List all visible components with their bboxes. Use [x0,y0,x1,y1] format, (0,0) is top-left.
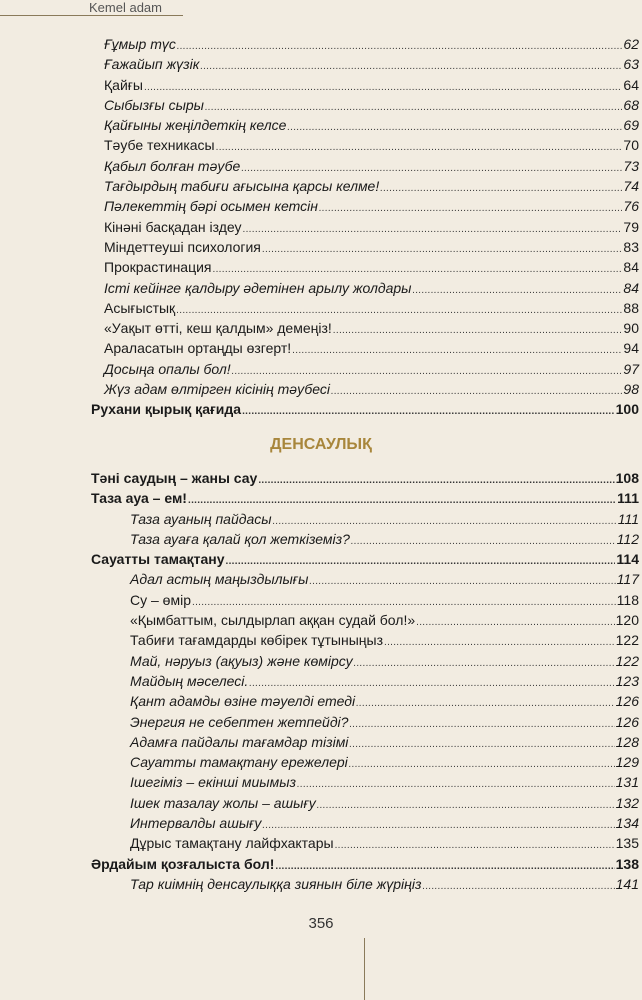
footer-rule [364,938,365,1000]
toc-leader-dots [241,163,622,174]
toc-entry [130,734,639,754]
toc-leader-dots [297,779,615,790]
toc-entry-page: 88 [623,299,639,316]
toc-entry-page: 112 [616,530,639,547]
toc-leader-dots [275,861,614,872]
toc-leader-dots [200,61,622,72]
toc-entry [130,673,639,693]
toc-entry-title: Досыңа опалы бол! [104,360,231,377]
header-rule [0,15,88,16]
toc-entry [130,632,639,652]
toc-entry-title: Сауатты тамақтану [91,551,225,568]
toc-entry-page: 90 [623,320,639,337]
toc-entry-title: Қайғы [104,76,143,93]
toc-entry-page: 122 [615,652,639,669]
toc-leader-dots [226,556,616,567]
toc-entry [104,117,639,137]
toc-leader-dots [287,122,622,133]
toc-leader-dots [242,406,615,417]
toc-entry [104,361,639,381]
running-header: Kemel adam [89,0,162,15]
toc-leader-dots [384,637,615,648]
toc-entry-page: 79 [623,218,639,235]
toc-entry-page: 84 [623,279,639,296]
toc-entry-page: 64 [623,76,639,93]
toc-entry [104,340,639,360]
toc-entry-title: Ішек тазалау жолы – ашығу [130,794,316,811]
toc-leader-dots [356,698,615,709]
toc-entry [130,612,639,632]
toc-entry-title: Тағдырдың табиғи ағысына қарсы келме! [104,178,380,195]
toc-entry [91,856,639,876]
toc-entry-title: Ғұмыр түс [104,36,176,52]
toc-leader-dots [177,41,623,52]
toc-entry [104,137,639,157]
toc-entry-title: Интервалды ашығу [130,815,262,832]
section-heading-densaulyq: ДЕНСАУЛЫҚ [270,436,372,453]
toc-leader-dots [258,475,614,486]
toc-entry [130,571,639,591]
toc-leader-dots [292,345,622,356]
header-rule-extension [88,15,183,16]
toc-leader-dots [349,719,614,730]
toc-entry [104,36,639,56]
toc-entry-title: Істі кейінге қалдыру әдетінен арылу жолдары [104,279,412,296]
toc-entry [104,219,639,239]
toc-entry-title: Қайғыны жеңілдеткің келсе [104,117,287,134]
toc-entry [130,774,639,794]
toc-entry-page: 134 [615,815,639,832]
toc-entry [130,511,639,531]
toc-entry [104,158,639,178]
toc-leader-dots [213,264,623,275]
toc-leader-dots [317,800,615,811]
toc-entry-title: Рухани қырық қағида [91,401,242,418]
toc-entry-page: 108 [615,470,639,486]
toc-entry-title: «Уақыт өтті, кеш қалдым» демеңіз! [104,320,332,337]
toc-entry-title: Араласатын ортаңды өзгерт! [104,340,292,357]
page-number: 356 [308,915,334,932]
toc-entry-page: 73 [623,157,639,174]
toc-entry-page: 94 [623,340,639,357]
toc-entry [130,795,639,815]
toc-entry-title: Адал астың маңыздылығы [130,571,309,588]
toc-entry [104,259,639,279]
toc-entry-title: Таза ауаның пайдасы [130,510,272,527]
toc-entry [130,531,639,551]
toc-entry-page: 123 [615,672,639,689]
toc-leader-dots [216,142,623,153]
toc-leader-dots [416,617,615,628]
toc-entry-page: 117 [616,571,639,588]
toc-entry-title: Сауатты тамақтану ережелері [130,754,348,771]
toc-entry [91,401,639,421]
toc-entry-title: Таза ауа – ем! [91,490,187,507]
toc-entry-title: Дұрыс тамақтану лайфхактары [130,835,334,852]
toc-entry-title: Табиғи тағамдарды көбірек тұтыныңыз [130,632,383,649]
toc-entry-title: Қант адамды өзіне тәуелді етеді [130,693,356,710]
toc-entry-page: 84 [623,259,639,276]
toc-entry-title: Кінәні басқадан іздеу [104,218,242,235]
toc-entry-page: 129 [615,754,639,771]
toc-entry-title: Қабыл болған тәубе [104,157,241,174]
toc-section-2 [91,470,639,896]
toc-entry [130,876,639,896]
toc-entry-page: 114 [616,551,639,568]
toc-entry [130,653,639,673]
toc-entry-page: 135 [615,835,639,852]
toc-entry-title: Асығыстық [104,299,176,316]
toc-leader-dots [249,678,614,689]
toc-entry-page: 97 [623,360,639,377]
toc-entry [104,320,639,340]
toc-entry [130,815,639,835]
toc-entry-page: 69 [623,117,639,134]
toc-entry [104,56,639,76]
toc-entry-page: 62 [623,36,639,52]
toc-entry-title: Майдың мәселесі. [130,672,249,689]
toc-entry-page: 76 [623,198,639,215]
toc-entry-title: Тәні саудың – жаны сау [91,470,258,486]
toc-entry-title: Ішегіміз – екінші миымыз [130,774,297,791]
toc-entry-page: 70 [623,137,639,154]
toc-entry-page: 120 [615,612,639,629]
toc-entry-title: Энергия не себептен жетпейді? [130,713,349,730]
toc-entry [130,592,639,612]
toc-entry-page: 74 [623,178,639,195]
toc-entry [104,178,639,198]
toc-entry-title: Тәубе техникасы [104,137,215,154]
toc-leader-dots [422,881,614,892]
toc-entry [104,381,639,401]
toc-entry-title: Жүз адам өлтірген кісінің тәубесі [104,381,331,398]
toc-leader-dots [243,224,623,235]
toc-entry-title: Таза ауаға қалай қол жеткіземіз? [130,530,350,547]
toc-leader-dots [262,244,623,255]
toc-entry-title: Әрдайым қозғалыста бол! [91,855,275,872]
toc-entry-page: 83 [623,238,639,255]
toc-leader-dots [319,203,622,214]
toc-entry [104,280,639,300]
toc-entry-page: 118 [616,591,639,608]
toc-entry-title: «Қымбаттым, сылдырлап аққан судай бол!» [130,612,416,629]
toc-entry-page: 111 [617,490,639,507]
toc-entry [91,490,639,510]
toc-leader-dots [192,597,616,608]
toc-entry-title: Пәлекеттің бәрі осымен кетсін [104,198,318,215]
toc-entry-page: 131 [615,774,639,791]
toc-entry-page: 138 [615,855,639,872]
toc-entry-page: 128 [615,733,639,750]
toc-entry-page: 141 [615,875,639,892]
toc-entry-title: Су – өмір [130,591,191,608]
toc-entry [91,551,639,571]
toc-leader-dots [309,576,615,587]
toc-leader-dots [335,840,615,851]
toc-leader-dots [188,495,616,506]
toc-leader-dots [262,820,614,831]
toc-leader-dots [232,366,623,377]
toc-entry [104,77,639,97]
toc-entry-title: Сыбызғы сыры [104,96,204,113]
toc-leader-dots [176,305,622,316]
toc-entry-page: 126 [615,713,639,730]
toc-leader-dots [205,102,622,113]
toc-entry-page: 100 [615,401,639,418]
toc-leader-dots [331,386,622,397]
toc-entry-page: 122 [615,632,639,649]
toc-entry-page: 111 [617,510,639,527]
toc-leader-dots [273,516,617,527]
toc-entry [104,97,639,117]
toc-entry [91,470,639,490]
toc-entry-title: Май, нәруыз (ақуыз) және көмірсу [130,652,353,669]
toc-entry-title: Тар киімнің денсаулыққа зиянын біле жүріңіз [130,875,422,892]
toc-entry-page: 126 [615,693,639,710]
toc-entry-title: Прокрастинация [104,259,212,276]
toc-entry-title: Адамға пайдалы тағамдар тізімі [130,733,349,750]
toc-entry-page: 132 [615,794,639,811]
toc-entry [130,835,639,855]
toc-entry-page: 68 [623,96,639,113]
toc-section-1 [91,36,639,422]
toc-entry [130,714,639,734]
toc-entry-title: Міндеттеуші психология [104,238,261,255]
toc-leader-dots [380,183,622,194]
toc-leader-dots [354,658,615,669]
toc-leader-dots [333,325,623,336]
toc-leader-dots [413,285,623,296]
toc-leader-dots [351,536,616,547]
toc-entry [130,693,639,713]
toc-leader-dots [349,739,614,750]
toc-entry-title: Ғажайып жүзік [104,56,200,73]
toc-entry [104,239,639,259]
toc-entry [104,300,639,320]
toc-leader-dots [349,759,615,770]
toc-entry-page: 63 [623,56,639,73]
toc-entry [130,754,639,774]
toc-leader-dots [144,82,622,93]
toc-entry [104,198,639,218]
toc-entry-page: 98 [623,381,639,398]
